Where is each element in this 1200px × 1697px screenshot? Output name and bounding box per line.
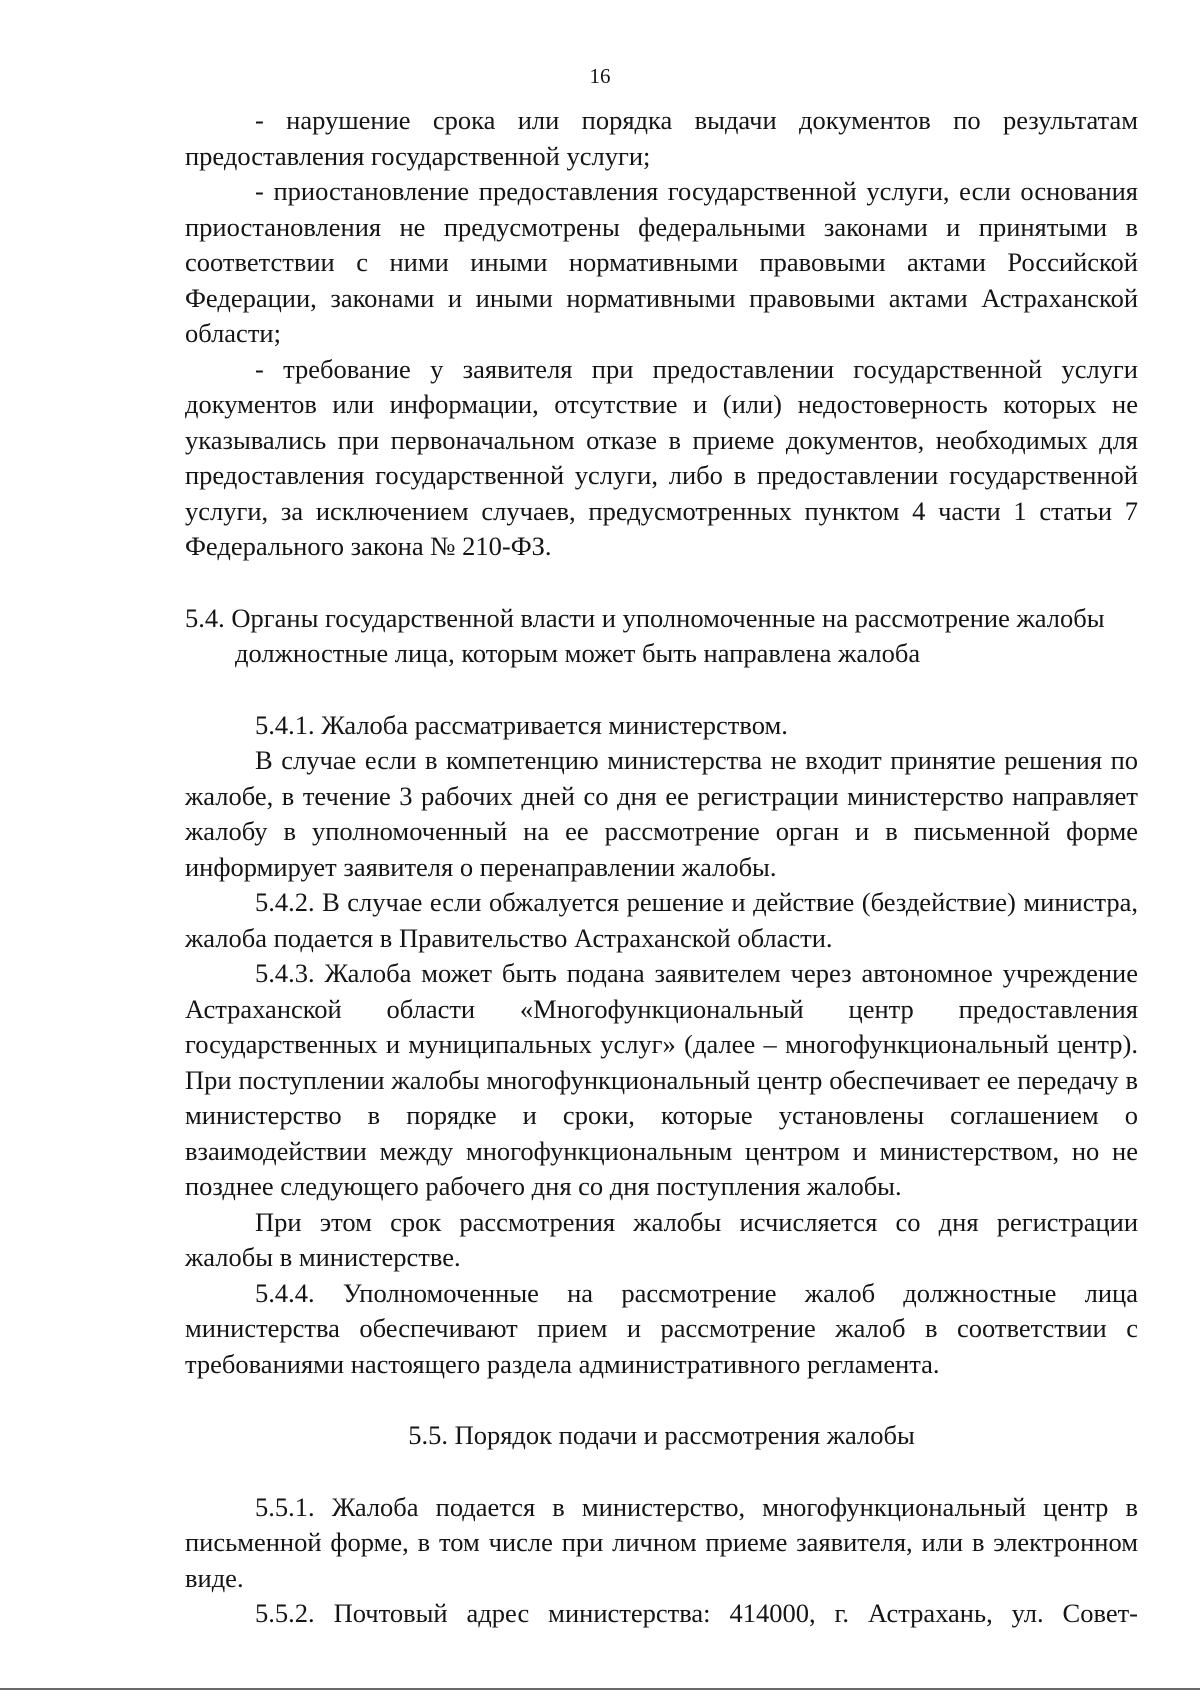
paragraph-5-4-2: 5.4.2. В случае если обжалуется решение и действие (бездействие) министра, жалоба подается в Правительство Астраханской области. bbox=[185, 887, 1138, 953]
paragraph-5-4-4: 5.4.4. Уполномоченные на рассмотрение жалоб должностные лица министерства обеспечивают прием и рассмотрение жалоб в соответствии с требованиями настоящего раздела административного регламента. bbox=[185, 1277, 1138, 1379]
page-number: 16 bbox=[589, 64, 611, 88]
paragraph-5-4-3-continued: При этом срок рассмотрения жалобы исчисляется со дня регистрации жалобы в министерстве. bbox=[185, 1206, 1138, 1272]
section-gap bbox=[185, 672, 1138, 708]
paragraph-5-4-3: 5.4.3. Жалоба может быть подана заявителем через автономное учреждение Астраханской области «Многофункциональный центр предоставления государственных и муниципальных услуг» (далее – многофункциональный центр). При поступлении жалобы многофункциональный центр обеспечивает ее передачу в министерство в порядке и сроки, которые установлены соглашением о взаимодействии между многофункциональным центром и министерством, но не позднее следующего рабочего дня со дня поступления жалобы. bbox=[185, 958, 1138, 1201]
paragraph-5-4-1-continued: В случае если в компетенцию министерства не входит принятие решения по жалобе, в течение 3 рабочих дней со дня ее регистрации министерство направляет жалобу в уполномоченный на ее рассмотрение орган и в письменной форме информирует заявителя о перенаправлении жалобы. bbox=[185, 745, 1138, 882]
paragraph-5-5-2: 5.5.2. Почтовый адрес министерства: 414000, г. Астрахань, ул. Совет- bbox=[255, 1598, 1138, 1628]
paragraph-suspension: - приостановление предоставления государственной услуги, если основания приостановления не предусмотрены федеральными законами и принятыми в соответствии с ними иными нормативными правовыми актами Российской Федерации, законами и иными нормативными правовыми актами Астраханской области; bbox=[185, 176, 1138, 348]
section-heading-5-5: 5.5. Порядок подачи и рассмотрения жалобы bbox=[408, 1420, 915, 1450]
paragraph-5-5-1: 5.5.1. Жалоба подается в министерство, многофункциональный центр в письменной форме, в том числе при личном приеме заявителя, или в электронном виде. bbox=[185, 1491, 1138, 1593]
paragraph-5-4-1: 5.4.1. Жалоба рассматривается министерством. bbox=[255, 709, 788, 740]
section-gap bbox=[185, 1454, 1138, 1490]
document-body bbox=[185, 103, 1138, 1632]
section-heading-5-4: 5.4. Органы государственной власти и уполномоченные на рассмотрение жалобы должностные лица, которым может быть направлена жалоба bbox=[185, 602, 1105, 668]
scan-bottom-edge bbox=[0, 1688, 1200, 1690]
paragraph-document-requirement: - требование у заявителя при предоставлении государственной услуги документов или информации, отсутствие и (или) недостоверность которых не указывались при первоначальном отказе в приеме документов, необходимых для предоставления государственной услуги, либо в предоставлении государственной услуги, за исключением случаев, предусмотренных пунктом 4 части 1 статьи 7 Федерального закона № 210-ФЗ. bbox=[185, 353, 1138, 561]
paragraph-violation-deadline: - нарушение срока или порядка выдачи документов по результатам предоставления государственной услуги; bbox=[185, 105, 1138, 171]
